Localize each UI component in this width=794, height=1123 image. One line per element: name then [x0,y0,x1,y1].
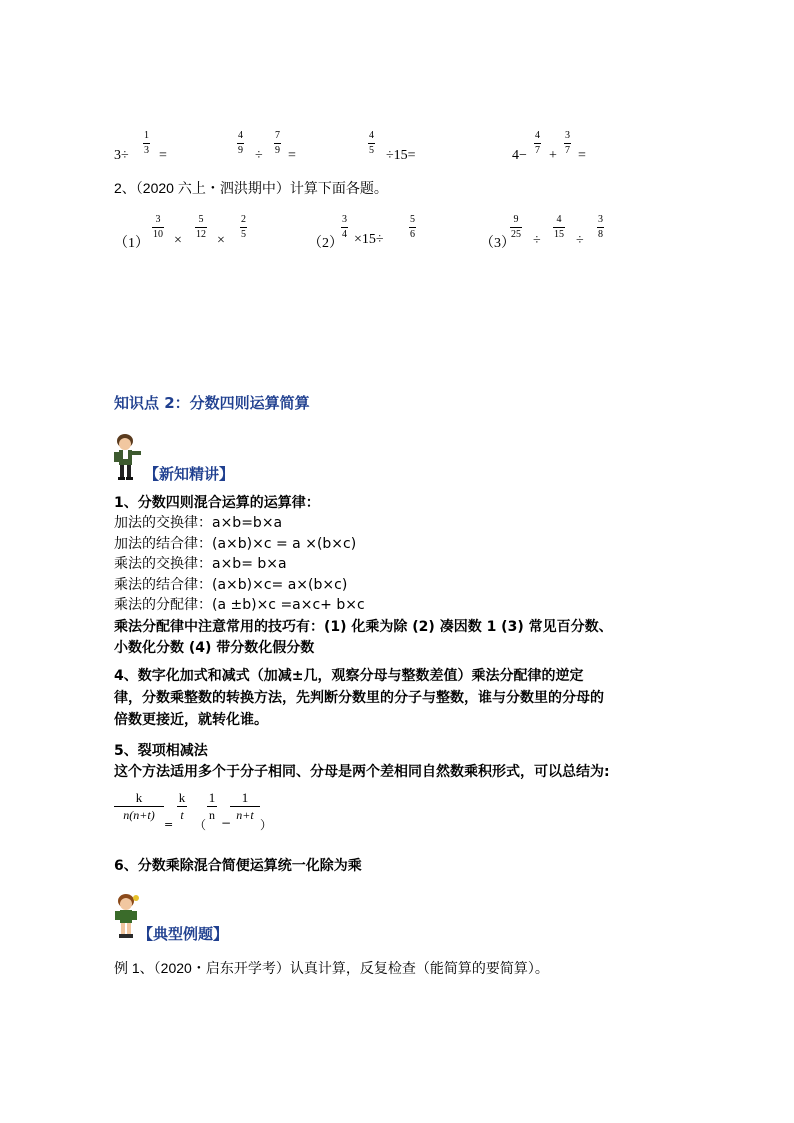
p3-fraction: 4 5 [369,130,374,156]
item4-line: 倍数更接近，就转化谁。 [114,712,268,728]
item-4-paragraph [114,665,604,731]
laws-title: 1、分数四则混合运算的运算律： [114,495,320,511]
formula-eq: = [164,818,174,831]
item4-line: 律，分数乘整数的转换方法，先判断分数里的分子与整数，谁与分数里的分母的 [114,690,604,706]
p4-lead: 4− [512,148,527,163]
p2-op: ÷ [255,148,263,163]
q2-item1-fraction-1: 3 10 [153,214,163,240]
law-line: 加法的结合律：(a×b)×c = a ×(b×c) [114,535,357,552]
p4-fraction-1: 4 7 [535,130,540,156]
formula-fraction-2: k t [178,790,186,822]
item-5-desc: 这个方法适用多个于分子相同、分母是两个差相同自然数乘积形式，可以总结为: [114,764,610,780]
typical-examples-heading: 【典型例题】 [138,925,229,943]
formula-fraction-4: 1 n+t [230,790,260,822]
q2-item3-op1: ÷ [533,233,541,248]
q2-item1-fraction-2: 5 12 [196,214,206,240]
law-line: 加法的交换律：a×b=b×a [114,515,283,531]
teacher-mascot-icon [110,432,144,482]
p1-fraction: 1 3 [144,130,149,156]
formula-minus: − [221,816,232,830]
q2-item2-label: （2） [308,236,343,251]
q2-item3-fraction-3: 3 8 [598,214,603,240]
new-knowledge-heading: 【新知精讲】 [144,465,235,483]
q2-item1-fraction-3: 2 5 [241,214,246,240]
p4-tail: = [578,148,586,163]
q2-item2-fraction-1: 3 4 [342,214,347,240]
q2-item1-label: （1） [114,236,149,251]
q2-item1-op1: × [174,233,182,248]
item-6: 6、分数乘除混合简便运算统一化除为乘 [114,858,362,874]
tips-paragraph [114,617,613,659]
p1-lead: 3÷ [114,148,129,163]
p3-tail: ÷15= [386,148,416,163]
q2-item2-fraction-2: 5 6 [410,214,415,240]
p1-tail: = [159,148,167,163]
laws-list [114,513,365,616]
formula-fraction-3: 1 n [208,790,216,822]
q2-item3-label: （3） [480,236,515,251]
example-1: 例 1、（2020・启东开学考）认真计算，反复检查（能简算的要简算）。 [114,960,549,976]
law-line: 乘法的分配律：(a ±b)×c =a×c+ b×c [114,597,365,613]
law-line: 乘法的结合律：(a×b)×c= a×(b×c) [114,576,348,593]
q2-item3-fraction-1: 9 25 [511,214,521,240]
question-2-title: 2、（2020 六上・泗洪期中）计算下面各题。 [114,180,388,196]
tips-line: 乘法分配律中注意常用的技巧有：(1) 化乘为除 (2) 凑因数 1 (3) 常见百分数、 [114,619,613,635]
p2-fraction-1: 4 9 [238,130,243,156]
p2-fraction-2: 7 9 [275,130,280,156]
q2-item1-op2: × [217,233,225,248]
item4-line: 4、数字化加式和减式（加减±几，观察分母与整数差值）乘法分配律的逆定 [114,668,584,684]
law-line: 乘法的交换律：a×b= b×a [114,556,287,572]
item-5-title: 5、裂项相减法 [114,743,208,759]
p4-op: + [549,148,557,163]
tips-line: 小数化分数 (4) 带分数化假分数 [114,640,315,656]
section-title: 知识点 2：分数四则运算简算 [114,394,310,412]
p4-fraction-2: 3 7 [565,130,570,156]
formula-fraction-1: k n(n+t) [114,790,164,822]
q2-item2-mid: ×15÷ [354,232,384,247]
p2-tail: = [288,148,296,163]
formula-lparen: （ [194,818,207,832]
q2-item3-fraction-2: 4 15 [554,214,564,240]
formula-rparen: ） [260,818,273,832]
q2-item3-op2: ÷ [576,233,584,248]
